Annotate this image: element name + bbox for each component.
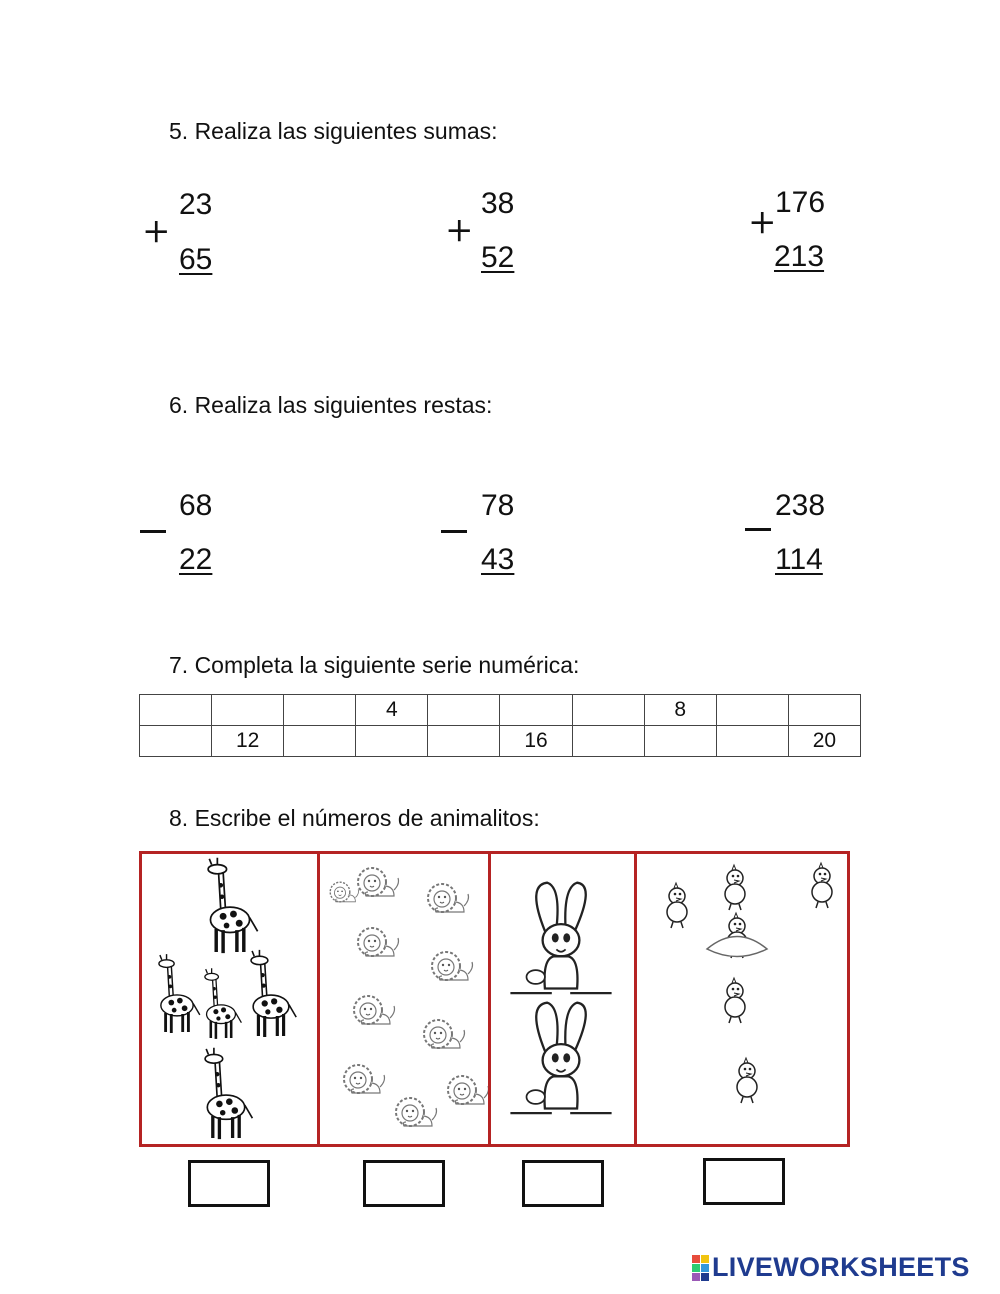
chick-group-icon [637,854,847,1144]
logo-text: LIVEWORKSHEETS [712,1252,970,1282]
section-7-heading: 7. Completa la siguiente serie numérica: [169,652,580,678]
series-cell[interactable] [140,695,212,726]
chick-panel [634,854,847,1144]
giraffe-group-icon [142,854,317,1144]
sub-1-top: 68 [179,489,213,522]
sub-1-bottom: 22 [179,543,213,576]
series-row [140,695,861,726]
series-cell[interactable] [284,726,356,757]
sum-1-top: 23 [179,188,213,221]
plus-sign-1: + [142,211,171,251]
series-cell: 4 [356,695,428,726]
sub-3-top: 238 [775,489,826,522]
giraffe-panel [142,854,317,1144]
series-cell: 20 [788,726,860,757]
series-cell: 16 [500,726,572,757]
series-row [140,726,861,757]
series-cell[interactable] [788,695,860,726]
series-cell[interactable] [428,695,500,726]
answer-box-rabbits[interactable] [522,1160,604,1207]
rabbit-group-icon [491,854,634,1144]
series-cell: 12 [212,726,284,757]
animal-panels [139,851,850,1147]
sub-3-bottom: 114 [775,543,823,576]
series-cell[interactable] [356,726,428,757]
lion-group-icon [320,854,488,1144]
series-cell[interactable] [428,726,500,757]
plus-sign-3: + [748,202,777,242]
rabbit-panel [488,854,634,1144]
answer-box-lions[interactable] [363,1160,445,1207]
series-cell[interactable] [644,726,716,757]
liveworksheets-logo [692,1252,970,1283]
answer-box-chicks[interactable] [703,1158,785,1205]
section-5-heading: 5. Realiza las siguientes sumas: [169,118,498,144]
series-cell[interactable] [572,726,644,757]
series-cell[interactable] [140,726,212,757]
sub-2-top: 78 [481,489,515,522]
sub-2-bottom: 43 [481,543,515,576]
minus-sign-2 [441,530,467,533]
sum-3-bottom: 213 [774,240,825,273]
series-cell[interactable] [716,695,788,726]
plus-sign-2: + [445,210,474,250]
minus-sign-3 [745,528,771,531]
answer-box-giraffes[interactable] [188,1160,270,1207]
minus-sign-1 [140,530,166,533]
series-cell[interactable] [716,726,788,757]
sum-3-top: 176 [775,186,826,219]
section-8-heading: 8. Escribe el números de animalitos: [169,805,540,831]
series-cell: 8 [644,695,716,726]
series-cell[interactable] [212,695,284,726]
sum-1-bottom: 65 [179,243,213,276]
sum-2-bottom: 52 [481,241,515,274]
series-cell[interactable] [284,695,356,726]
sum-2-top: 38 [481,187,515,220]
series-cell[interactable] [572,695,644,726]
lion-panel [317,854,488,1144]
section-6-heading: 6. Realiza las siguientes restas: [169,392,493,418]
number-series-table [139,694,861,757]
logo-mark-icon [692,1255,709,1281]
series-cell[interactable] [500,695,572,726]
